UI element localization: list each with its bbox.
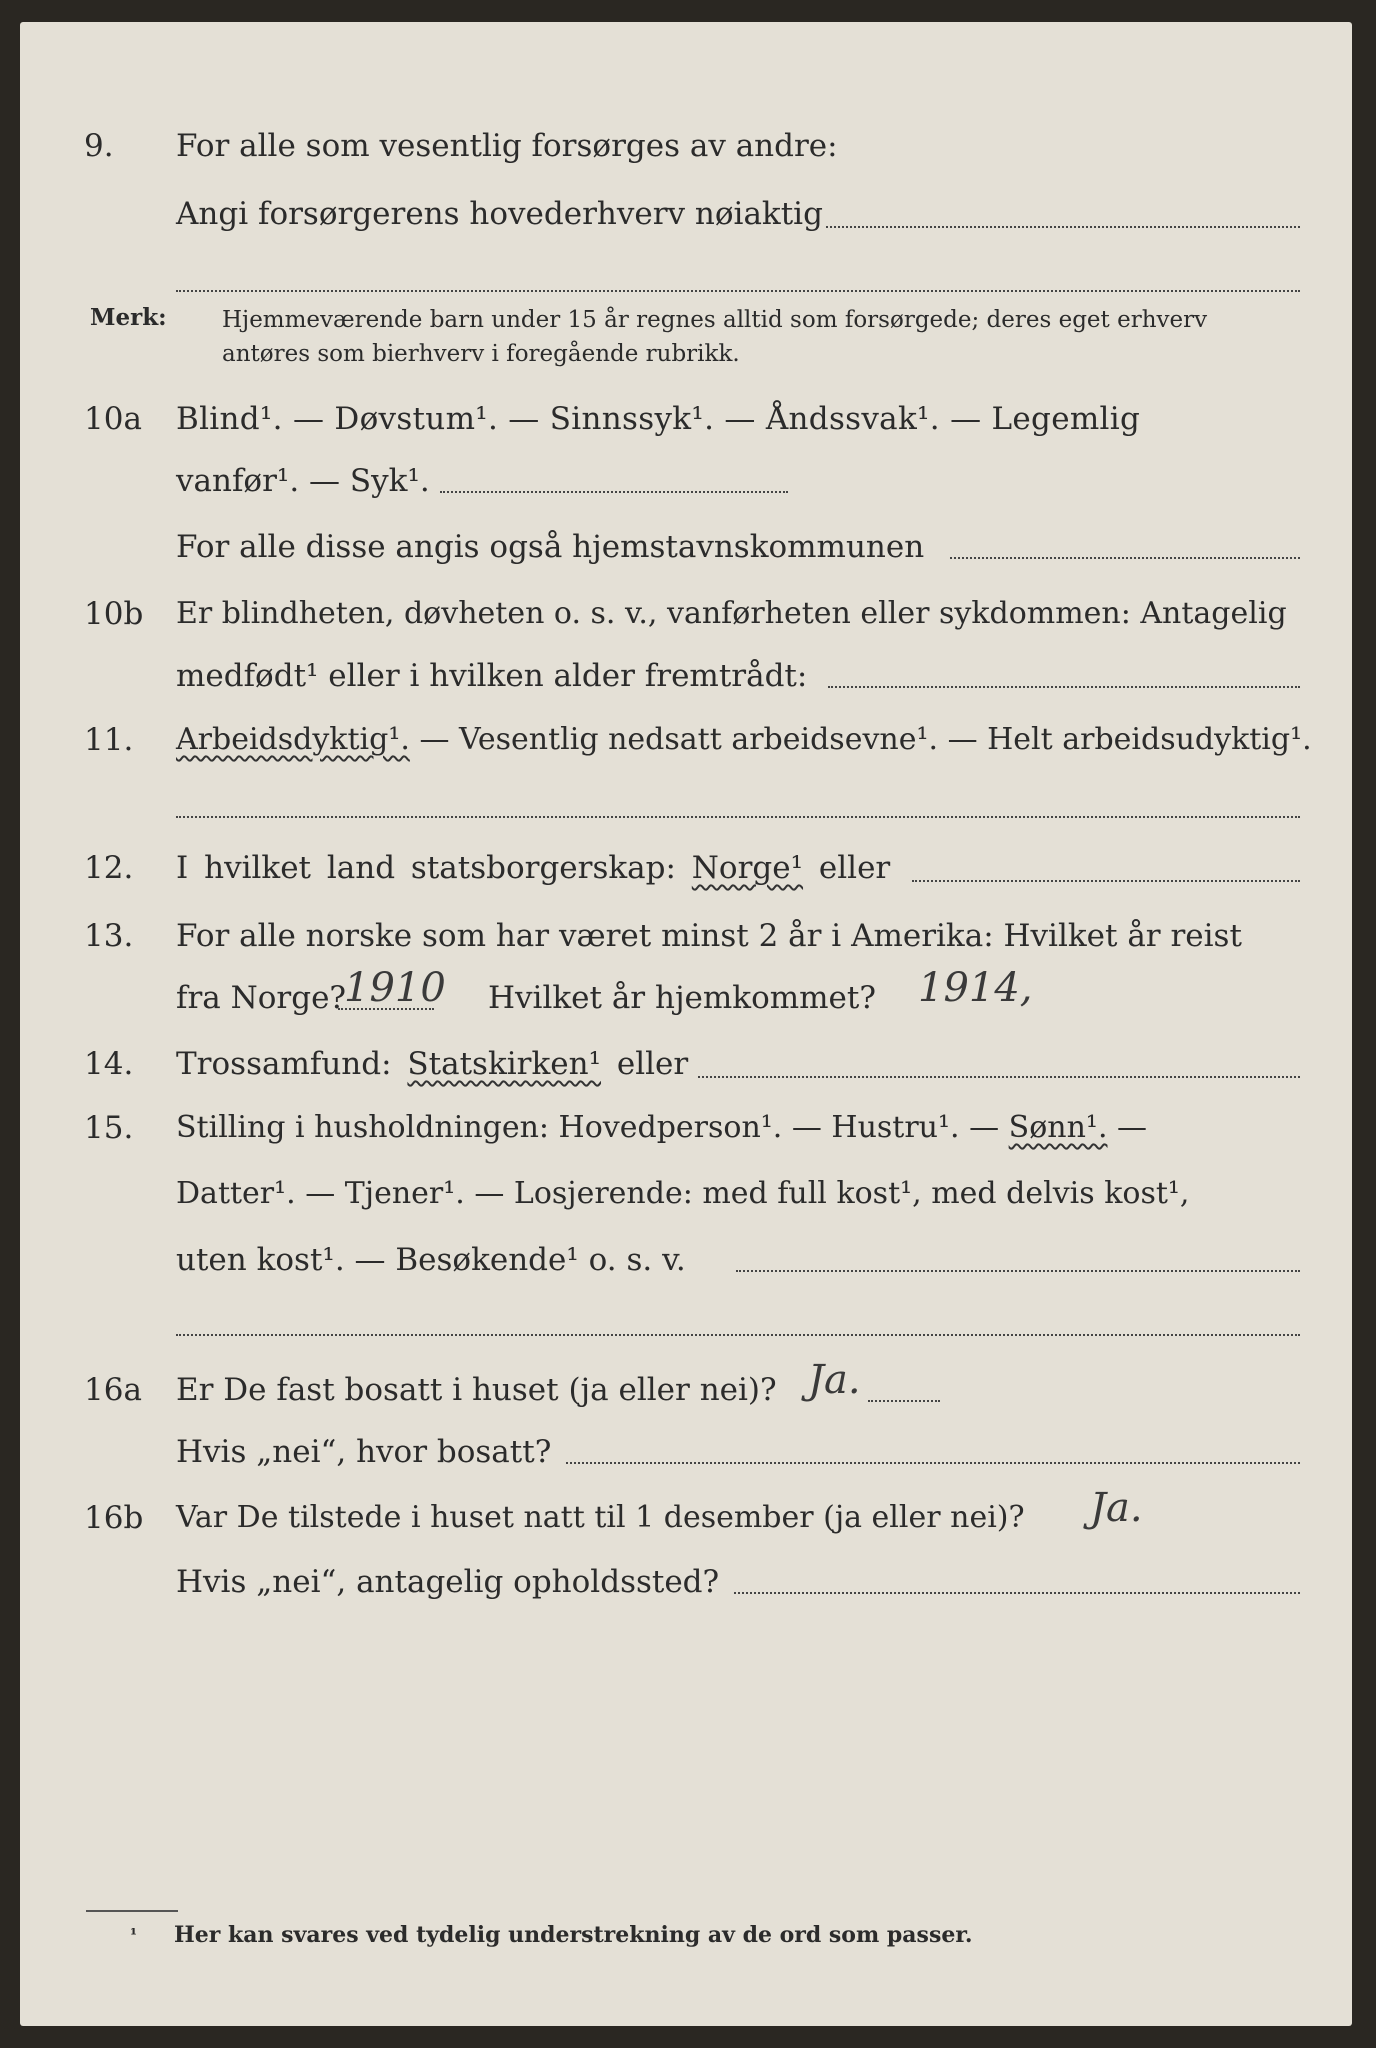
q11-number: 11. (84, 722, 134, 758)
merk-label: Merk: (90, 304, 167, 331)
q11-option-arbeidsdyktig: Arbeidsdyktig¹. (176, 722, 410, 757)
q13-line2a: fra Norge? (176, 980, 347, 1016)
q12-number: 12. (84, 850, 134, 886)
q10b-answer-line (828, 686, 1300, 688)
q10a-syk-line (440, 491, 788, 493)
merk-line1: Hjemmeværende barn under 15 år regnes alltid som forsørgede; deres eget erhverv (222, 307, 1208, 333)
q12-prefix: I hvilket land statsborgerskap: (176, 850, 676, 886)
q10a-number: 10a (84, 401, 142, 437)
q14-answer-line (698, 1076, 1300, 1078)
q10a-line3: For alle disse angis også hjemstavnskommunen (176, 529, 925, 565)
q9-line2: Angi forsørgerens hovederhverv nøiaktig (176, 196, 823, 232)
q15-answer-line-2 (176, 1334, 1300, 1336)
q10a-kommune-line (950, 557, 1300, 559)
q13-reist-line (338, 1008, 434, 1010)
q16a-answer-line (868, 1400, 940, 1402)
q10a-line1: Blind¹. — Døvstum¹. — Sinnssyk¹. — Åndssvak¹. — Legemlig (176, 401, 1141, 437)
q15-line2: Datter¹. — Tjener¹. — Losjerende: med full kost¹, med delvis kost¹, (176, 1176, 1190, 1211)
q9-answer-line (826, 226, 1300, 228)
q16b-line1: Var De tilstede i huset natt til 1 desember (ja eller nei)? (176, 1500, 1025, 1535)
q12-option-norge: Norge¹ (691, 850, 804, 886)
q13-number: 13. (84, 918, 134, 954)
q15-line1b: — (1117, 1110, 1148, 1145)
q10b-line1: Er blindheten, døvheten o. s. v., vanførheten eller sykdommen: Antagelig (176, 596, 1287, 631)
q9-line1: For alle som vesentlig forsørges av andre: (176, 128, 838, 164)
footnote-text: Her kan svares ved tydelig understrekning av de ord som passer. (174, 1922, 973, 1948)
q9-number: 9. (84, 128, 114, 164)
q10b-number: 10b (84, 596, 144, 632)
q10a-line2: vanfør¹. — Syk¹. (176, 463, 430, 499)
q16a-bosatt-line (566, 1462, 1300, 1464)
q16a-line2: Hvis „nei“, hvor bosatt? (176, 1434, 552, 1470)
q9-answer-line-2 (176, 290, 1300, 292)
q12-suffix: eller (818, 850, 891, 886)
q14-suffix: eller (616, 1046, 689, 1082)
q10b-line2: medfødt¹ eller i hvilken alder fremtrådt: (176, 658, 808, 694)
q16a-answer: Ja. (808, 1357, 861, 1403)
q16b-opholdssted-line (734, 1592, 1300, 1594)
q14-line (176, 1046, 688, 1082)
q13-answer-reist: 1910 (344, 965, 446, 1011)
q15-answer-line (736, 1270, 1300, 1272)
merk-line2: antøres som bierhverv i foregående rubrikk. (222, 341, 740, 367)
q13-line1: For alle norske som har været minst 2 år i Amerika: Hvilket år reist (176, 918, 1242, 954)
q15-number: 15. (84, 1110, 134, 1146)
q12-line (176, 850, 890, 886)
q11-line (176, 722, 1312, 758)
q15-line1 (176, 1110, 1147, 1146)
q11-answer-line (176, 816, 1300, 818)
q12-answer-line (912, 880, 1300, 882)
q14-option-statskirken: Statskirken¹ (407, 1046, 601, 1082)
q13-answer-hjemkommet: 1914, (918, 965, 1033, 1011)
q14-number: 14. (84, 1046, 134, 1082)
q13-line2b: Hvilket år hjemkommet? (488, 980, 876, 1016)
q16b-number: 16b (84, 1500, 144, 1536)
q15-line1a: Stilling i husholdningen: Hovedperson¹. — Hustru¹. — (176, 1110, 1000, 1145)
q14-prefix: Trossamfund: (176, 1046, 392, 1082)
q16b-answer: Ja. (1090, 1485, 1143, 1531)
q15-line3: uten kost¹. — Besøkende¹ o. s. v. (176, 1242, 686, 1278)
q15-option-sonn: Sønn¹. (1008, 1110, 1108, 1145)
footnote-rule (86, 1910, 178, 1912)
q16a-line1: Er De fast bosatt i huset (ja eller nei)? (176, 1372, 777, 1408)
footnote-mark: ¹ (130, 1925, 138, 1944)
q16b-line2: Hvis „nei“, antagelig opholdssted? (176, 1564, 720, 1600)
q11-rest: — Vesentlig nedsatt arbeidsevne¹. — Helt arbeidsudyktig¹. (419, 722, 1312, 757)
q16a-number: 16a (84, 1372, 142, 1408)
